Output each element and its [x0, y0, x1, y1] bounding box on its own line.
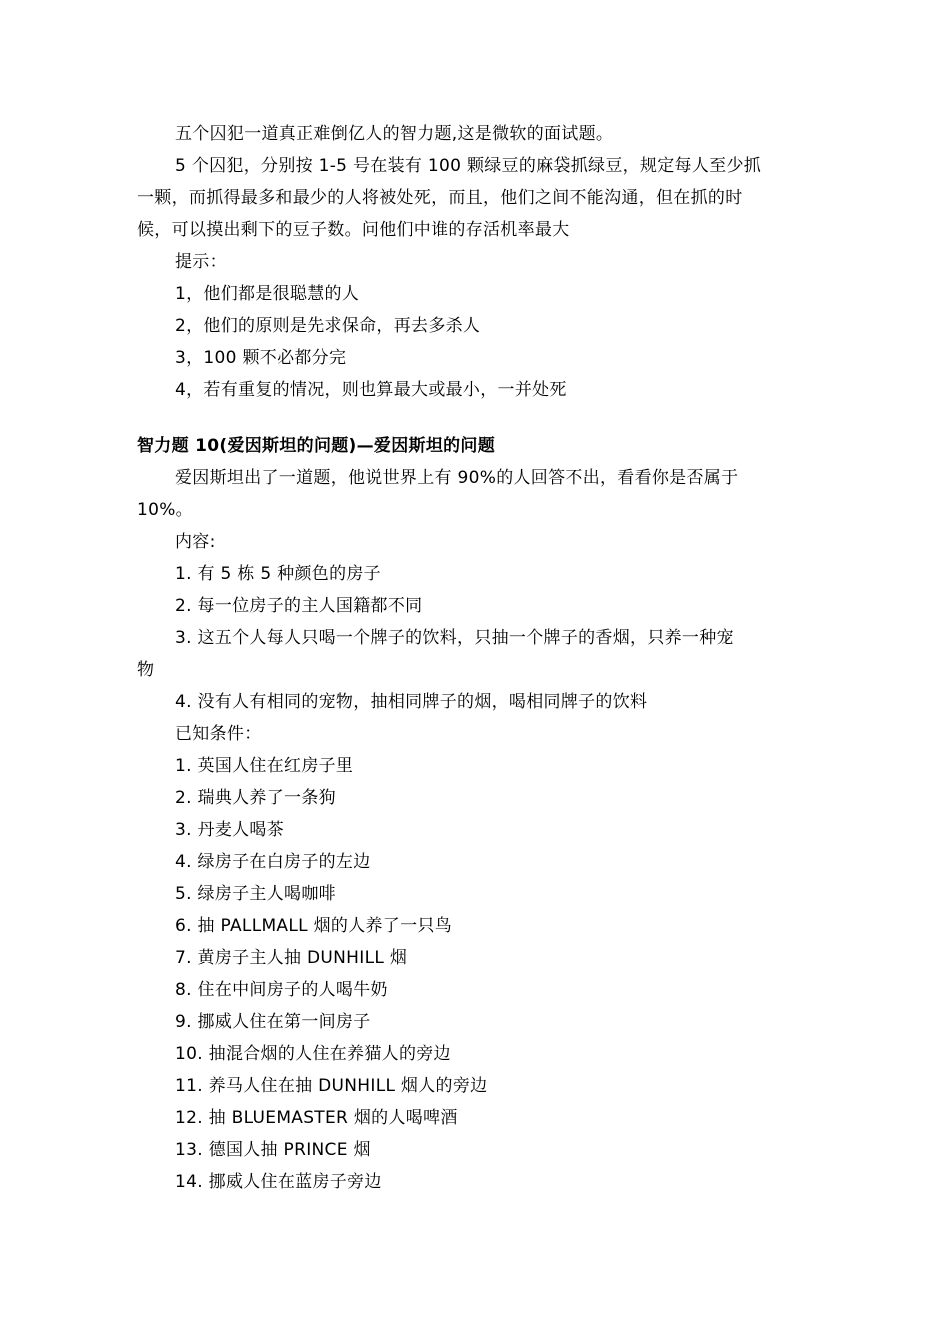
- condition-item: 3. 丹麦人喝茶: [175, 820, 285, 840]
- condition-item: 12. 抽 BLUEMASTER 烟的人喝啤酒: [175, 1108, 458, 1128]
- content-item: 2. 每一位房子的主人国籍都不同: [175, 596, 423, 616]
- condition-item: 13. 德国人抽 PRINCE 烟: [175, 1140, 371, 1160]
- content-item: 3. 这五个人每人只喝一个牌子的饮料，只抽一个牌子的香烟，只养一种宠: [175, 628, 734, 648]
- hint-item: 2，他们的原则是先求保命，再去多杀人: [175, 316, 481, 336]
- content-label: 内容:: [175, 532, 216, 552]
- condition-item: 10. 抽混合烟的人住在养猫人的旁边: [175, 1044, 451, 1064]
- section-gap: [137, 406, 817, 430]
- problem-line: 5 个囚犯，分别按 1-5 号在装有 100 颗绿豆的麻袋抓绿豆，规定每人至少抓: [175, 156, 762, 176]
- document-page: [137, 118, 817, 1198]
- section2-intro-line: 爱因斯坦出了一道题，他说世界上有 90%的人回答不出，看看你是否属于: [175, 468, 739, 488]
- condition-item: 2. 瑞典人养了一条狗: [175, 788, 336, 808]
- condition-item: 1. 英国人住在红房子里: [175, 756, 354, 776]
- content-item-continuation: 物: [137, 660, 155, 680]
- condition-item: 6. 抽 PALLMALL 烟的人养了一只鸟: [175, 916, 453, 936]
- problem-line: 一颗，而抓得最多和最少的人将被处死，而且，他们之间不能沟通，但在抓的时: [137, 188, 743, 208]
- content-item: 4. 没有人有相同的宠物，抽相同牌子的烟，喝相同牌子的饮料: [175, 692, 648, 712]
- problem-line: 候，可以摸出剩下的豆子数。问他们中谁的存活机率最大: [137, 220, 570, 240]
- condition-item: 9. 挪威人住在第一间房子: [175, 1012, 371, 1032]
- condition-item: 7. 黄房子主人抽 DUNHILL 烟: [175, 948, 408, 968]
- conditions-label: 已知条件：: [175, 724, 262, 744]
- section2-intro-line: 10%。: [137, 500, 193, 520]
- hint-item: 3，100 颗不必都分完: [175, 348, 347, 368]
- condition-item: 14. 挪威人住在蓝房子旁边: [175, 1172, 382, 1192]
- hint-item: 4，若有重复的情况，则也算最大或最小，一并处死: [175, 380, 567, 400]
- content-item: 1. 有 5 栋 5 种颜色的房子: [175, 564, 381, 584]
- condition-item: 5. 绿房子主人喝咖啡: [175, 884, 336, 904]
- hint-label: 提示：: [175, 252, 227, 272]
- condition-item: 8. 住在中间房子的人喝牛奶: [175, 980, 388, 1000]
- section1-intro: 五个囚犯一道真正难倒亿人的智力题,这是微软的面试题。: [175, 124, 614, 144]
- condition-item: 11. 养马人住在抽 DUNHILL 烟人的旁边: [175, 1076, 488, 1096]
- hint-item: 1，他们都是很聪慧的人: [175, 284, 360, 304]
- condition-item: 4. 绿房子在白房子的左边: [175, 852, 371, 872]
- section2-title: 智力题 10(爱因斯坦的问题)—爱因斯坦的问题: [137, 436, 496, 456]
